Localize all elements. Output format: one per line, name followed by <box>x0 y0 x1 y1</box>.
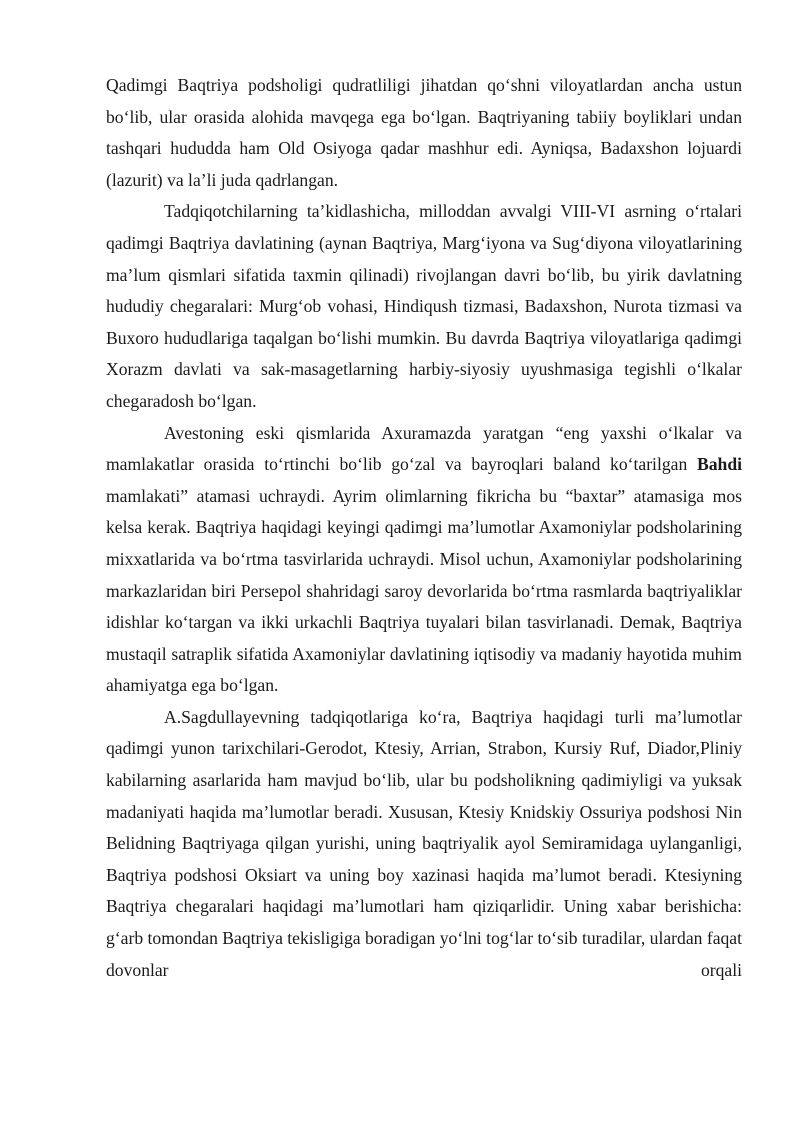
paragraph-3-text-end: mamlakati” atamasi uchraydi. Ayrim olimlarning fikricha bu “baxtar” atamasiga mos kelsa kerak. Baqtriya haqidagi keyingi qadimgi ma’lumotlar Axamoniylar podsholarining mixxatlarida va bo‘rtma tasvirlarida uchraydi. Misol uchun, Axamoniylar podsholarining markazlaridan biri Persepol shahridagi saroy devorlarida bo‘rtma rasmlarda baqtriyaliklar idishlar ko‘targan va ikki urkachli Baqtriya tuyalari bilan tasvirlanadi. Demak, Baqtriya mustaqil satraplik sifatida Axamoniylar davlatining iqtisodiy va madaniy hayotida muhim ahamiyatga ega bo‘lgan. <box>106 485 742 696</box>
paragraph-2-text: Tadqiqotchilarning ta’kidlashicha, milloddan avvalgi VIII-VI asrning o‘rtalari qadimgi Baqtriya davlatining (aynan Baqtriya, Marg‘iyona va Sug‘diyona viloyatlarining ma’lum qismlari sifatida taxmin qilinadi) rivojlangan davri bo‘lib, bu yirik davlatning hududiy chegaralari: Murg‘ob vohasi, Hindiqush tizmasi, Badaxshon, Nurota tizmasi va Buxoro hududlariga taqalgan bo‘lishi mumkin. Bu davrda Baqtriya viloyatlariga qadimgi Xorazm davlati va sak-masagetlarning harbiy-siyosiy uyushmasiga tegishli o‘lkalar chegaradosh bo‘lgan. <box>106 201 742 411</box>
paragraph-4 <box>106 702 742 986</box>
paragraph-2 <box>106 196 742 417</box>
paragraph-1-text: Qadimgi Baqtriya podsholigi qudratliligi jihatdan qo‘shni viloyatlardan ancha ustun bo‘lib, ular orasida alohida mavqega ega bo‘lgan. Baqtriyaning tabiiy boyliklari undan tashqari hududda ham Old Osiyoga qadar mashhur edi. Ayniqsa, Badaxshon lojuardi (lazurit) va la’li juda qadrlangan. <box>106 75 742 190</box>
paragraph-3 <box>106 418 742 702</box>
paragraph-1 <box>106 70 742 196</box>
bahdi-bold-term: Bahdi <box>697 454 742 475</box>
paragraph-4-text: A.Sagdullayevning tadqiqotlariga ko‘ra, Baqtriya haqidagi turli ma’lumotlar qadimgi yunon tarixchilari-Gerodot, Ktesiy, Arrian, Strabon, Kursiy Ruf, Diador,Pliniy kabilarning asarlarida ham mavjud bo‘lib, ular bu podsholikning qadimiyligi va yuksak madaniyati haqida ma’lumotlar beradi. Xususan, Ktesiy Knidskiy Ossuriya podshosi Nin Belidning Baqtriyaga qilgan yurishi, uning baqtriyalik ayol Semiramidaga uylanganligi, Baqtriya podshosi Oksiart va uning boy xazinasi haqida ma’lumot beradi. Ktesiyning Baqtriya chegaralari haqidagi ma’lumotlari ham qiziqarlidir. Uning xabar berishicha: g‘arb tomondan Baqtriya tekisligiga boradigan yo‘lni tog‘lar to‘sib turadilar, ulardan faqat dovonlar orqali <box>106 706 742 980</box>
document-body <box>106 70 742 986</box>
paragraph-3-text-start: Avestoning eski qismlarida Axuramazda yaratgan “eng yaxshi o‘lkalar va mamlakatlar orasida to‘rtinchi bo‘lib go‘zal va bayroqlari baland ko‘tarilgan <box>106 422 742 475</box>
